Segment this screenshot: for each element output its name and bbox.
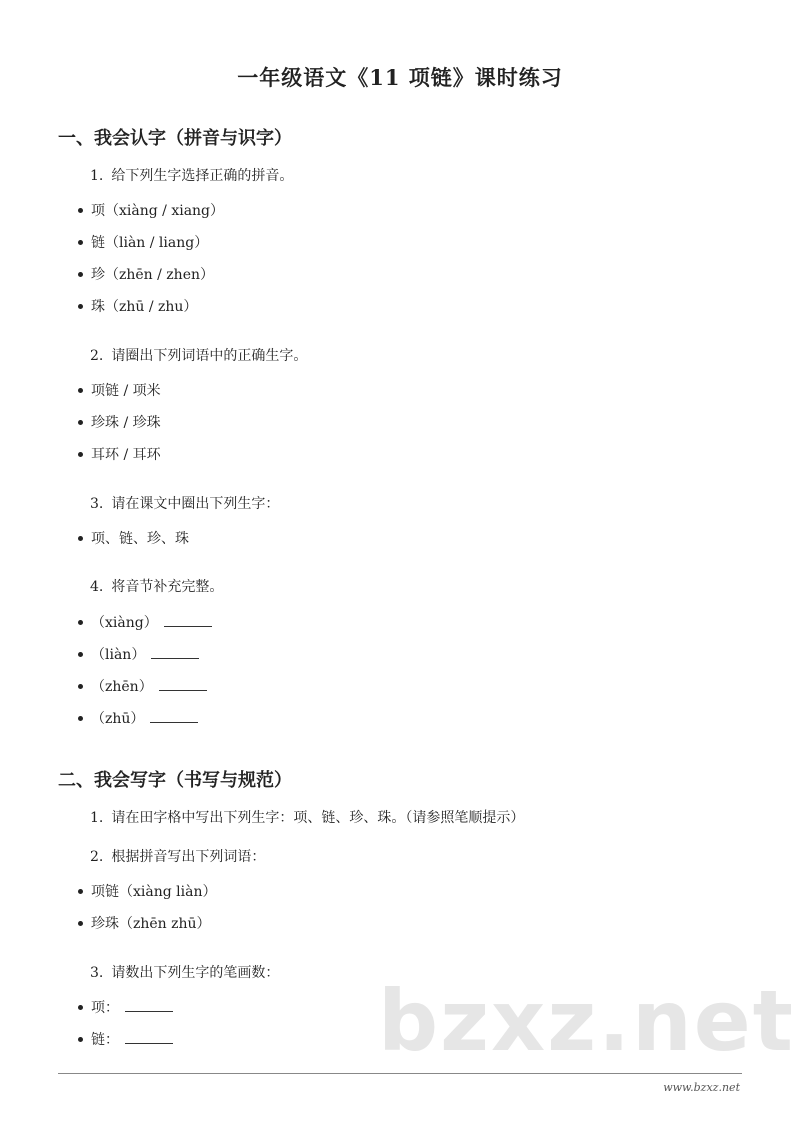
watermark: bzxz.net [378,972,795,1070]
question-2-2 [90,846,265,866]
item-text: 耳环 / 耳环 [91,447,161,463]
bullet [78,1005,83,1010]
item-text: 链： [91,1032,119,1048]
section-heading-recognize: 一、我会认字（拼音与识字） [58,128,292,149]
bullet [78,304,83,309]
list-item [78,883,216,901]
item-text: 珠（zhū / zhu） [91,299,198,315]
section-heading-write: 二、我会写字（书写与规范） [58,770,292,791]
list-item [78,446,161,464]
item-text: 项、链、珍、珠 [91,531,189,547]
question-text: 根据拼音写出下列词语： [111,849,266,865]
question-text: 请在田字格中写出下列生字：项、链、珍、珠。（请参照笔顺提示） [111,810,525,826]
list-item [78,678,207,696]
list-item [78,710,198,728]
question-2-3 [90,962,279,982]
footer-url: www.bzxz.net [663,1081,740,1094]
answer-blank[interactable] [150,710,198,723]
bullet [78,272,83,277]
question-1-2 [90,345,307,365]
list-item [78,382,161,400]
bullet [78,536,83,541]
list-item [78,414,161,432]
list-item [78,1031,173,1049]
bullet [78,1037,83,1042]
bullet [78,388,83,393]
bullet [78,208,83,213]
question-number: 2. [90,348,104,364]
page-title: 一年级语文《11 项链》课时练习 [237,65,563,90]
question-number: 4. [90,579,104,595]
list-item [78,202,224,220]
item-text: 珍珠 / 珍珠 [91,415,161,431]
question-number: 1. [90,168,104,184]
bullet [78,684,83,689]
item-text: 项链（xiàng liàn） [91,884,217,900]
question-text: 请数出下列生字的笔画数： [111,965,280,981]
item-text: （liàn） [91,647,146,663]
list-item [78,646,199,664]
item-text: （zhū） [91,711,145,727]
list-item [78,999,173,1017]
list-item [78,915,211,933]
question-number: 3. [90,496,104,512]
item-text: （xiàng） [91,615,158,631]
item-text: 珍珠（zhēn zhū） [91,916,211,932]
item-text: （zhēn） [91,679,153,695]
item-text: 链（liàn / liang） [91,235,209,251]
bullet [78,240,83,245]
footer-divider [58,1073,742,1074]
item-text: 项（xiàng / xiang） [91,203,225,219]
question-text: 给下列生字选择正确的拼音。 [111,168,294,184]
list-item [78,298,197,316]
item-text: 珍（zhēn / zhen） [91,267,215,283]
list-item [78,530,189,548]
bullet [78,889,83,894]
bullet [78,716,83,721]
question-number: 2. [90,849,104,865]
question-1-4 [90,576,223,596]
question-text: 请圈出下列词语中的正确生字。 [111,348,308,364]
item-text: 项链 / 项米 [91,383,161,399]
item-text: 项： [91,1000,119,1016]
list-item [78,266,214,284]
question-number: 3. [90,965,104,981]
bullet [78,420,83,425]
list-item [78,234,208,252]
answer-blank[interactable] [164,614,212,627]
answer-blank[interactable] [151,646,199,659]
answer-blank[interactable] [159,678,207,691]
answer-blank[interactable] [125,999,173,1012]
bullet [78,921,83,926]
question-1-1 [90,165,293,185]
question-1-3 [90,493,279,513]
question-2-1 [90,807,524,827]
answer-blank[interactable] [125,1031,173,1044]
bullet [78,452,83,457]
question-text: 请在课文中圈出下列生字： [111,496,280,512]
list-item [78,614,212,632]
question-number: 1. [90,810,104,826]
bullet [78,620,83,625]
bullet [78,652,83,657]
question-text: 将音节补充完整。 [111,579,224,595]
